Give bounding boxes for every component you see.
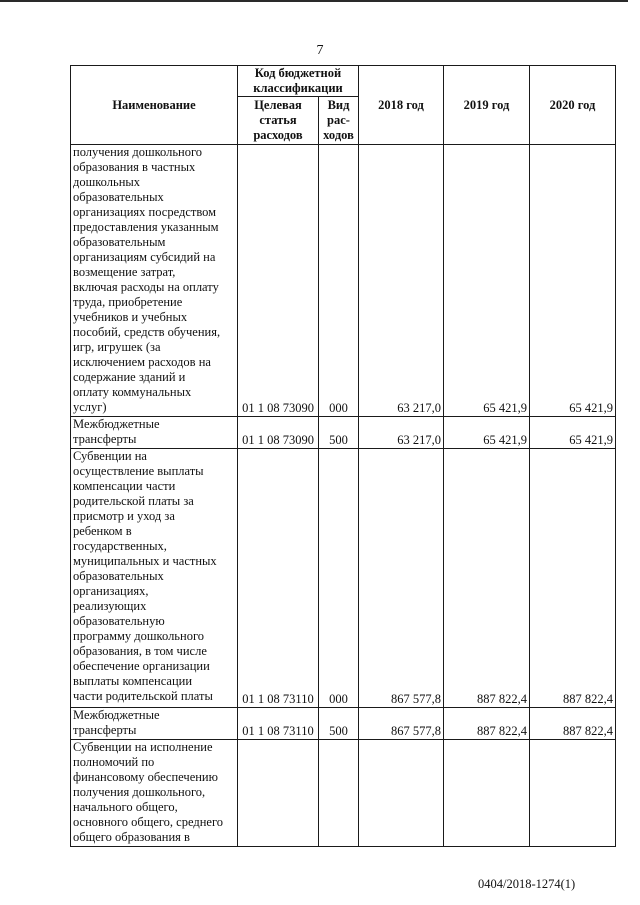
row-name: получения дошкольного образования в частных дошкольных образовательных организациях посредством предоставления указанным образовательным организациям субсидий на возмещение затрат, включая расходы на оплату труда, приобретение учебников и учебных пособий, средств обучения, игр, игрушек (за исключением расходов на содержание зданий и оплату коммунальных услуг) bbox=[71, 145, 238, 417]
row-value-2018: 63 217,0 bbox=[359, 417, 444, 449]
table-row bbox=[71, 417, 616, 449]
row-value-2020: 65 421,9 bbox=[530, 145, 616, 417]
header-2019: 2019 год bbox=[444, 66, 530, 145]
header-name: Наименование bbox=[71, 66, 238, 145]
row-target-code: 01 1 08 73110 bbox=[238, 708, 319, 740]
row-value-2018: 63 217,0 bbox=[359, 145, 444, 417]
header-expense-type: Вид рас-ходов bbox=[319, 97, 359, 145]
row-value-2019: 65 421,9 bbox=[444, 417, 530, 449]
row-value-2018: 867 577,8 bbox=[359, 449, 444, 708]
row-expense-type: 500 bbox=[319, 417, 359, 449]
row-name: Межбюджетные трансферты bbox=[71, 708, 238, 740]
row-name: Субвенции на исполнение полномочий по финансовому обеспечению получения дошкольного, начального общего, основного общего, среднего общего образования в bbox=[71, 740, 238, 847]
row-value-2018: 867 577,8 bbox=[359, 708, 444, 740]
row-value-2020: 887 822,4 bbox=[530, 708, 616, 740]
header-code-group: Код бюджетной классификации bbox=[238, 66, 359, 97]
row-target-code: 01 1 08 73090 bbox=[238, 145, 319, 417]
row-value-2019: 887 822,4 bbox=[444, 449, 530, 708]
table-row bbox=[71, 145, 616, 417]
table-row bbox=[71, 740, 616, 847]
header-target-article: Целевая статья расходов bbox=[238, 97, 319, 145]
document-id: 0404/2018-1274(1) bbox=[478, 877, 576, 891]
row-target-code: 01 1 08 73110 bbox=[238, 449, 319, 708]
table-row bbox=[71, 708, 616, 740]
page-number: 7 bbox=[316, 43, 324, 58]
row-expense-type: 000 bbox=[319, 145, 359, 417]
row-value-2020 bbox=[530, 740, 616, 847]
row-target-code bbox=[238, 740, 319, 847]
row-value-2019 bbox=[444, 740, 530, 847]
row-value-2019: 65 421,9 bbox=[444, 145, 530, 417]
row-name: Субвенции на осуществление выплаты компенсации части родительской платы за присмотр и уход за ребенком в государственных, муниципальных и частных образовательных организациях, реализующих образовательную программу дошкольного образования, в том числе обеспечение организации выплаты компенсации части родительской платы bbox=[71, 449, 238, 708]
row-expense-type bbox=[319, 740, 359, 847]
row-name: Межбюджетные трансферты bbox=[71, 417, 238, 449]
row-value-2020: 65 421,9 bbox=[530, 417, 616, 449]
header-2020: 2020 год bbox=[530, 66, 616, 145]
row-expense-type: 000 bbox=[319, 449, 359, 708]
header-2018: 2018 год bbox=[359, 66, 444, 145]
table-row bbox=[71, 449, 616, 708]
top-border-line bbox=[0, 0, 628, 2]
row-expense-type: 500 bbox=[319, 708, 359, 740]
row-value-2020: 887 822,4 bbox=[530, 449, 616, 708]
row-value-2018 bbox=[359, 740, 444, 847]
row-target-code: 01 1 08 73090 bbox=[238, 417, 319, 449]
row-value-2019: 887 822,4 bbox=[444, 708, 530, 740]
budget-table bbox=[70, 65, 616, 847]
